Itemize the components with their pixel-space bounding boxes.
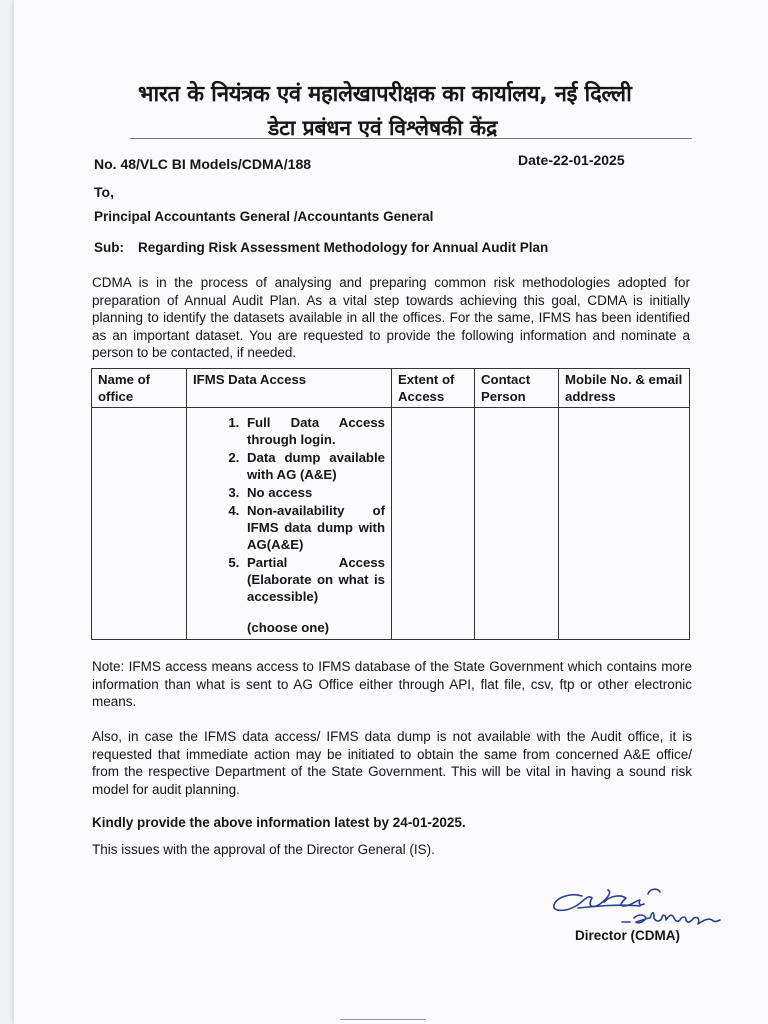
to-label: To, — [94, 184, 114, 200]
cell-ifms-data-access — [187, 408, 392, 640]
header-ifms-data-access: IFMS Data Access — [187, 369, 392, 408]
access-option: 1. Full Data Access through login. — [243, 414, 385, 448]
recipient: Principal Accountants General /Accountants General — [94, 209, 434, 224]
information-table — [91, 368, 690, 640]
choose-one-note: (choose one) — [247, 620, 330, 635]
table-header-row — [92, 369, 690, 408]
header-extent-of-access: Extent of Access — [392, 369, 475, 408]
header-divider — [130, 138, 692, 139]
cell-extent-of-access — [392, 408, 475, 640]
approval-paragraph: This issues with the approval of the Director General (IS). — [92, 842, 435, 857]
page-edge-mark — [340, 1019, 426, 1020]
table-row — [92, 408, 690, 640]
deadline-paragraph: Kindly provide the above information latest by 24-01-2025. — [92, 815, 466, 830]
access-option: 3. No access — [243, 484, 385, 501]
note-paragraph: Note: IFMS access means access to IFMS database of the State Government which contains more information than what is sent to AG Office either through API, flat file, csv, ftp or other electronic means. — [92, 659, 692, 709]
access-option: 4. Non-availability of IFMS data dump with AG(A&E) — [243, 502, 385, 553]
subject-line — [94, 240, 548, 255]
reference-number: No. 48/VLC BI Models/CDMA/188 — [94, 156, 312, 172]
centre-title-hindi: डेटा प्रबंधन एवं विश्लेषकी केंद्र — [268, 116, 498, 140]
header-name-of-office: Name of office — [92, 369, 187, 408]
also-paragraph: Also, in case the IFMS data access/ IFMS data dump is not available with the Audit office, it is requested that immediate action may be initiated to obtain the same from concerned A&E office/ from the respective Department of the State Government. This will be vital in having a sound risk model for audit planning. — [92, 729, 692, 797]
access-option: 5. Partial Access (Elaborate on what is accessible) — [243, 554, 385, 605]
access-options-list — [193, 414, 385, 605]
office-title-hindi: भारत के नियंत्रक एवं महालेखापरीक्षक का कार्यालय, नई दिल्ली — [138, 82, 632, 107]
access-option: 2. Data dump available with AG (A&E) — [243, 449, 385, 483]
signatory-designation: Director (CDMA) — [575, 928, 681, 943]
header-contact-person: Contact Person — [475, 369, 559, 408]
cell-contact-person — [475, 408, 559, 640]
subject-label: Sub: — [94, 240, 124, 255]
header-mobile-email: Mobile No. & email address — [559, 369, 690, 408]
body-paragraph: CDMA is in the process of analysing and preparing common risk methodologies adopted for preparation of Annual Audit Plan. As a vital step towards achieving this goal, CDMA is initially planning to identify the datasets available in all the offices. For the same, IFMS has been identified as an important dataset. You are requested to provide the following information and nominate a person to be contacted, if needed. — [92, 275, 690, 360]
subject-text: Regarding Risk Assessment Methodology for Annual Audit Plan — [138, 240, 549, 255]
cell-name-of-office — [92, 408, 187, 640]
letter-date: Date-22-01-2025 — [518, 152, 625, 168]
cell-mobile-email — [559, 408, 690, 640]
